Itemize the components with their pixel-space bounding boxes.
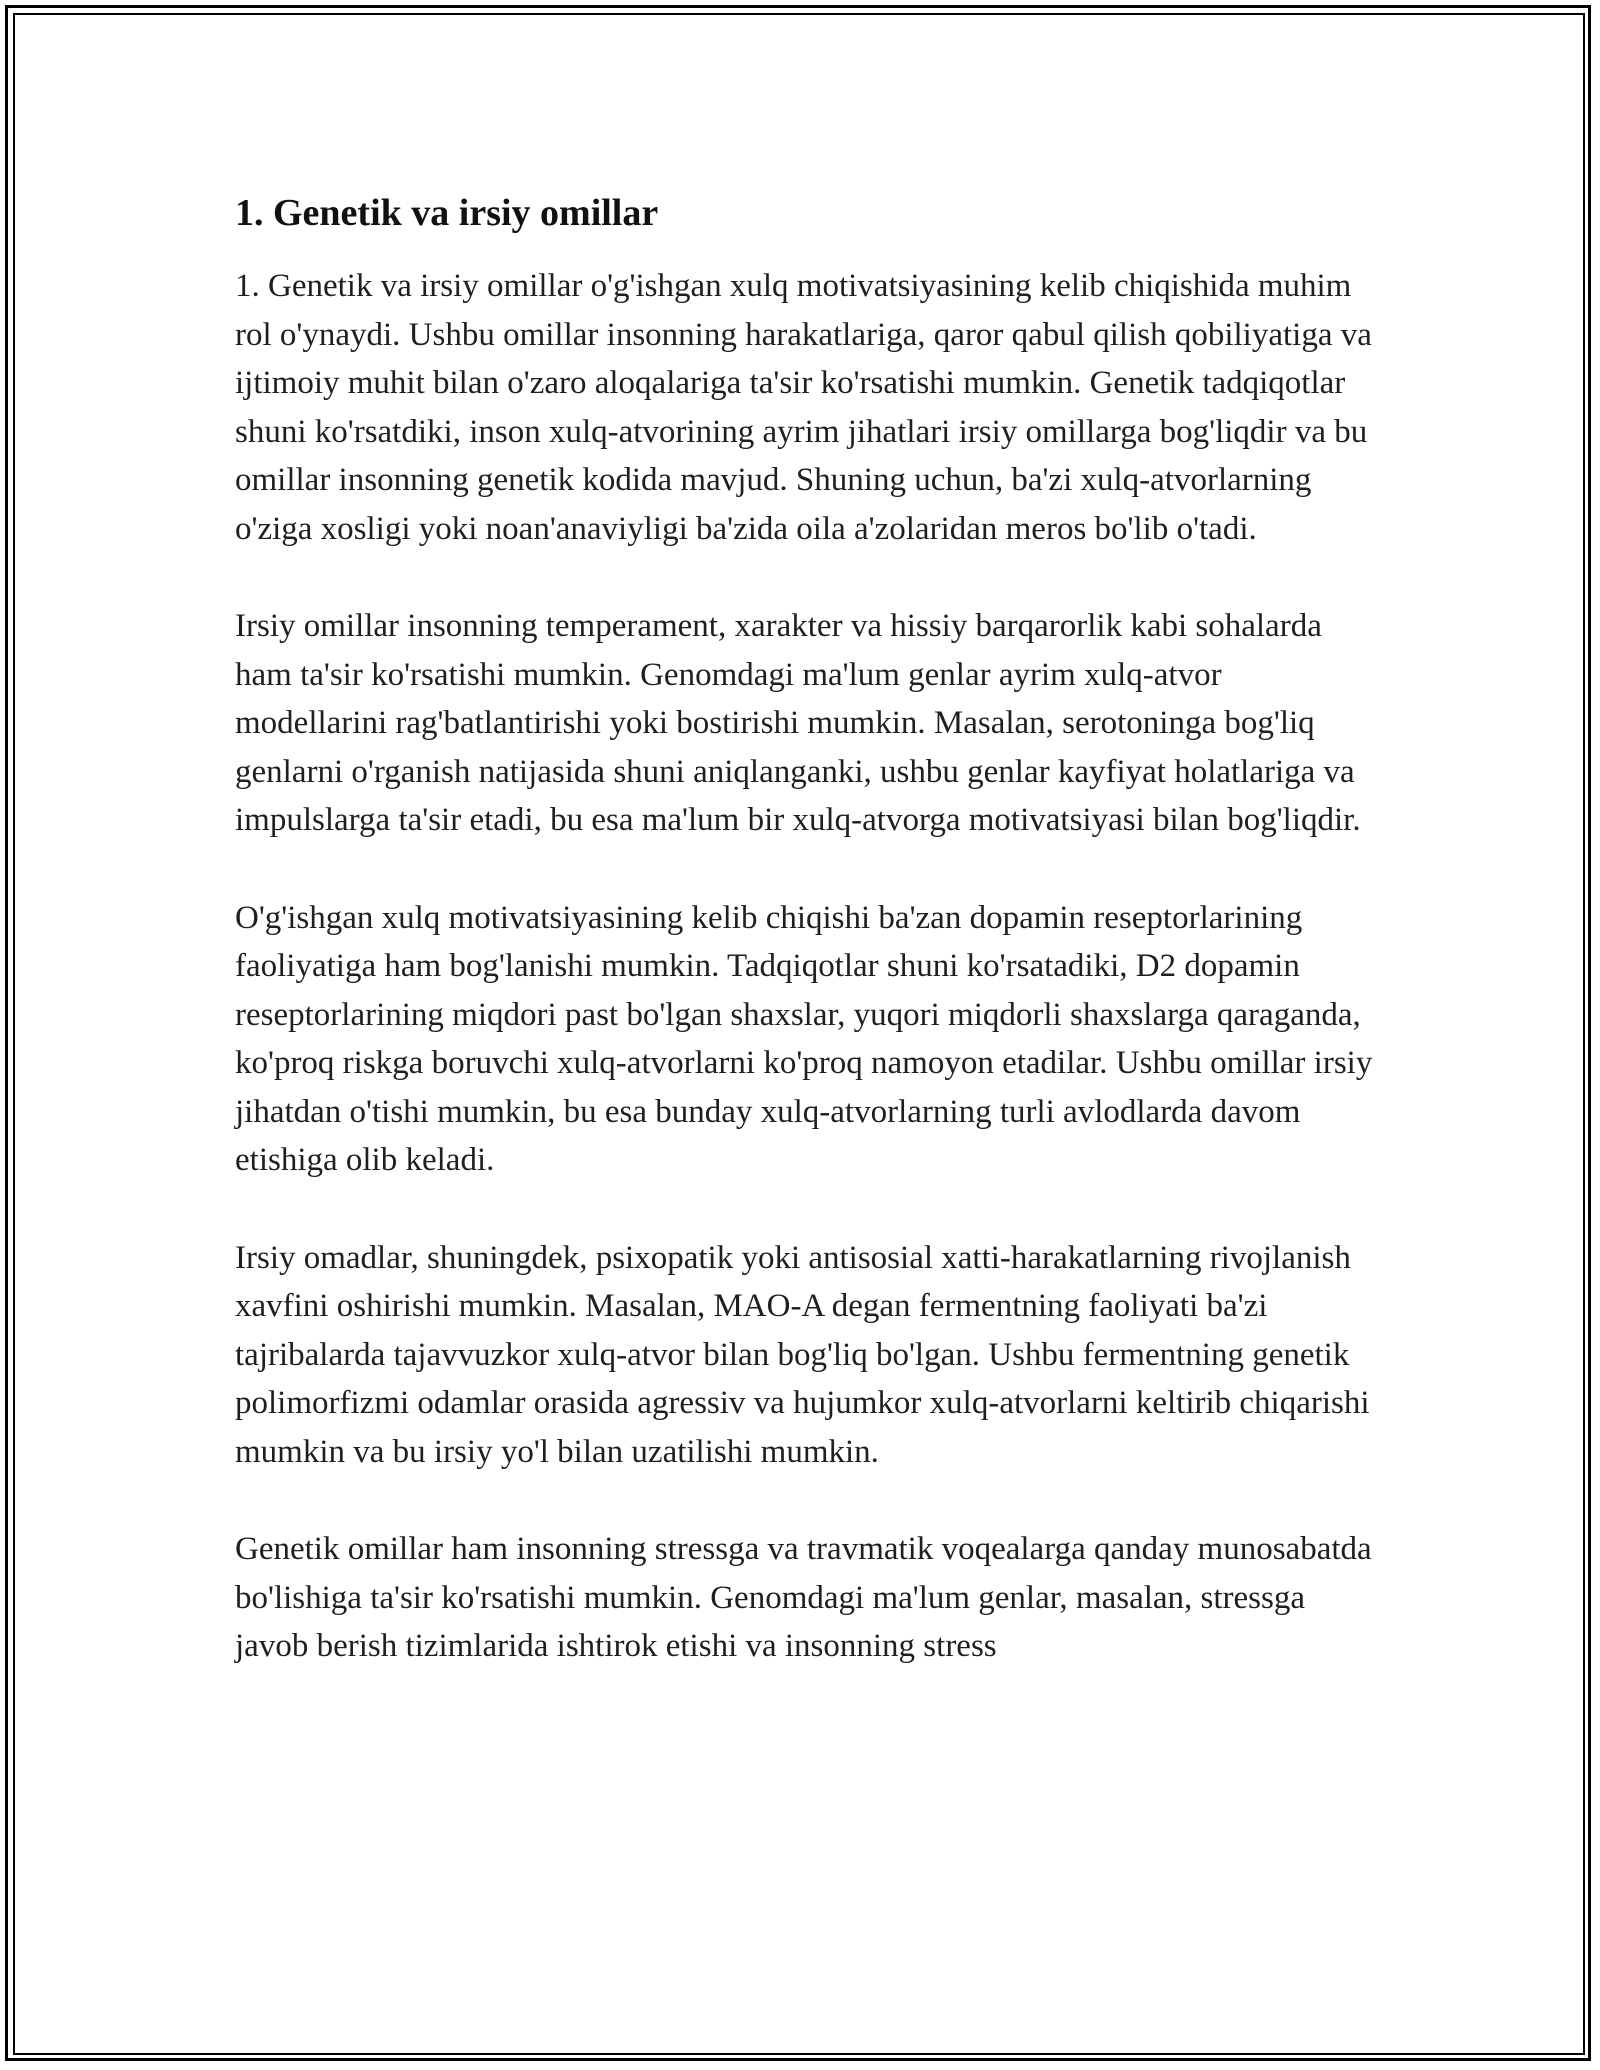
paragraph-2: Irsiy omillar insonning temperament, xarakter va hissiy barqarorlik kabi sohalarda ham ta'sir ko'rsatishi mumkin. Genomdagi ma'lum genlar ayrim xulq-atvor modellarini rag'batlantirishi yoki bostirishi mumkin. Masalan, serotoninga bog'liq genlarni o'rganish natijasida shuni aniqlanganki, ushbu genlar kayfiyat holatlariga va impulslarga ta'sir etadi, bu esa ma'lum bir xulq-atvorga motivatsiyasi bilan bog'liqdir. [235, 608, 1361, 838]
paragraph-3: O'g'ishgan xulq motivatsiyasining kelib chiqishi ba'zan dopamin reseptorlarining faoliyatiga ham bog'lanishi mumkin. Tadqiqotlar shuni ko'rsatadiki, D2 dopamin reseptorlarining miqdori past bo'lgan shaxslar, yuqori miqdorli shaxslarga qaraganda, ko'proq riskga boruvchi xulq-atvorlarni ko'proq namoyon etadilar. Ushbu omillar irsiy jihatdan o'tishi mumkin, bu esa bunday xulq-atvorlarning turli avlodlarda davom etishiga olib keladi. [235, 899, 1373, 1178]
paragraph-4: Irsiy omadlar, shuningdek, psixopatik yoki antisosial xatti-harakatlarning rivojlanish xavfini oshirishi mumkin. Masalan, MAO-A degan fermentning faoliyati ba'zi tajribalarda tajavvuzkor xulq-atvor bilan bog'liq bo'lgan. Ushbu fermentning genetik polimorfizmi odamlar orasida agressiv va hujumkor xulq-atvorlarni keltirib chiqarishi mumkin va bu irsiy yo'l bilan uzatilishi mumkin. [235, 1239, 1370, 1470]
document-body [235, 188, 1375, 1671]
section-heading: 1. Genetik va irsiy omillar [235, 192, 659, 234]
paragraph-1: 1. Genetik va irsiy omillar o'g'ishgan xulq motivatsiyasining kelib chiqishida muhim rol o'ynaydi. Ushbu omillar insonning harakatlariga, qaror qabul qilish qobiliyatiga va ijtimoiy muhit bilan o'zaro aloqalariga ta'sir ko'rsatishi mumkin. Genetik tadqiqotlar shuni ko'rsatdiki, inson xulq-atvorining ayrim jihatlari irsiy omillarga bog'liqdir va bu omillar insonning genetik kodida mavjud. Shuning uchun, ba'zi xulq-atvorlarning o'ziga xosligi yoki noan'anaviyligi ba'zida oila a'zolaridan meros bo'lib o'tadi. [235, 268, 1372, 547]
paragraph-5: Genetik omillar ham insonning stressga va travmatik voqealarga qanday munosabatda bo'lishiga ta'sir ko'rsatishi mumkin. Genomdagi ma'lum genlar, masalan, stressga javob berish tizimlarida ishtirok etishi va insonning stress [235, 1531, 1372, 1664]
